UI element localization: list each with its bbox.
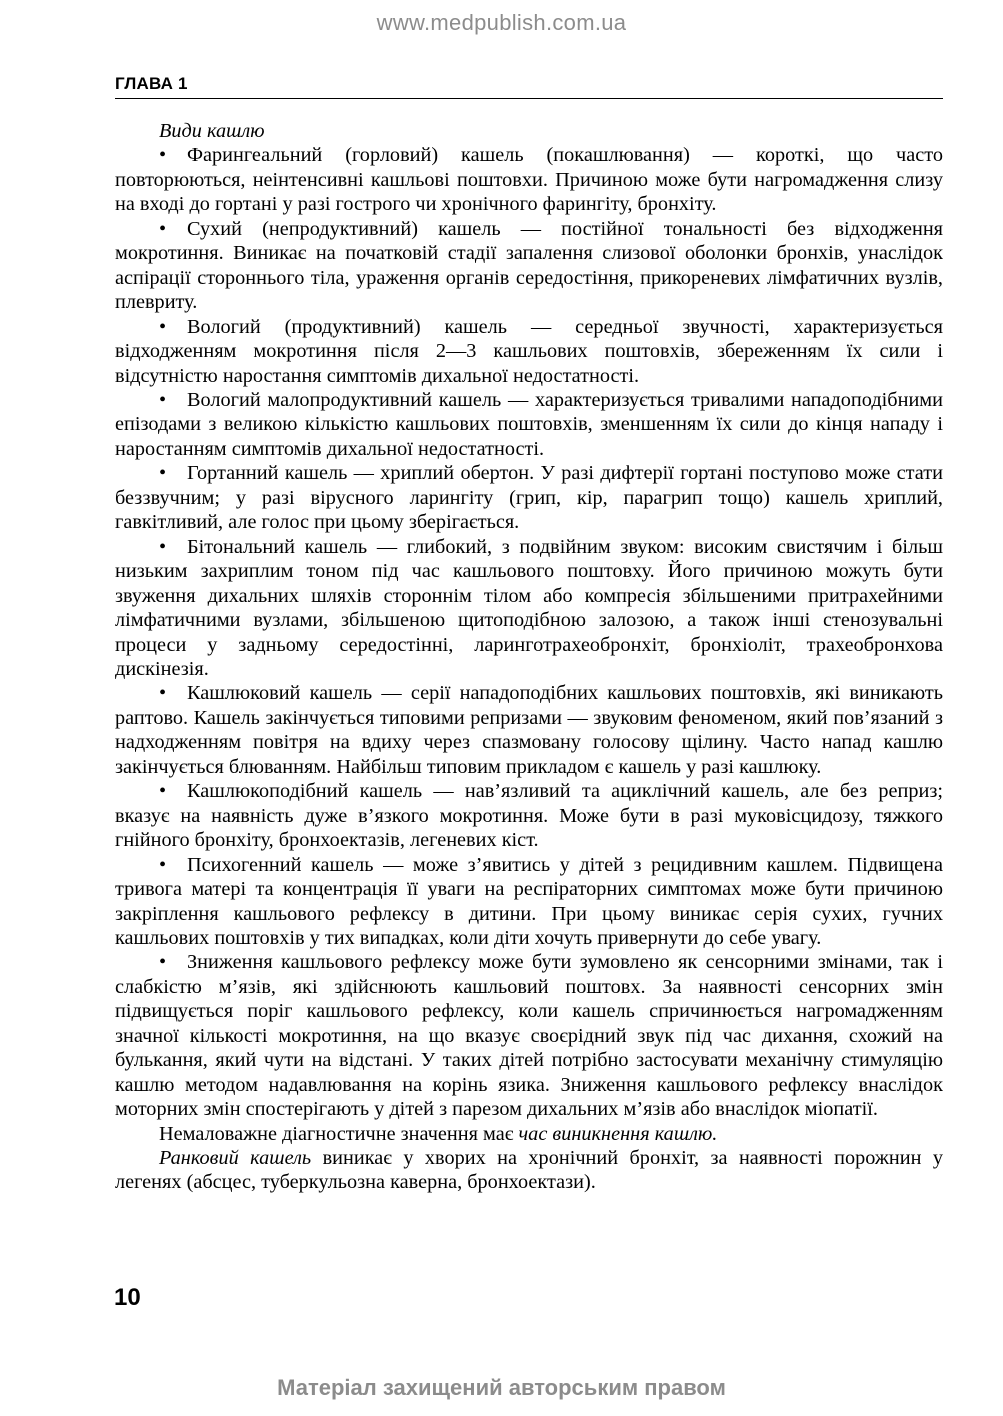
copyright-watermark: Матеріал захищений авторським правом — [277, 1375, 726, 1400]
bullet-icon: • — [159, 217, 167, 240]
list-item — [115, 681, 943, 779]
list-item — [115, 461, 943, 534]
list-item-text: Вологий (продуктивний) кашель — середньої звучності, характеризується відходженням мокротиння після 2—3 кашльових поштовхів, збереженням їх сили і відсутністю наростання симптомів дихальної недостатності. — [115, 315, 943, 387]
list-item — [115, 853, 943, 951]
chapter-header: ГЛАВА 1 — [115, 74, 188, 93]
bullet-icon: • — [159, 315, 167, 338]
list-item-text: Бітональний кашель — глибокий, з подвійним звуком: високим свистячим і більш низьким захриплим тоном під час кашльового поштовху. Його причиною можуть бути звуження дихальних шляхів стороннім тілом або компресія збільшеними притрахейними лімфатичними вузлами, збільшеною щитоподібною залозою, а також інші стенозувальні процеси у задньому середостінні, ларинготрахеобронхіт, бронхіоліт, трахеобронхова дискінезія. — [115, 535, 943, 680]
bullet-icon: • — [159, 780, 167, 803]
list-item — [115, 779, 943, 852]
list-item-text: Зниження кашльового рефлексу може бути зумовлено як сенсорними змінами, так і слабкістю м’язів, які здійснюють кашльовий поштовх. За наявності сенсорних змін підвищується поріг кашльового рефлексу, коли кашель спричинюється нагромадженням значної кількості мокротиння, на що вказує своєрідний звук під час дихання, схожий на булькання, який чути на відстані. У таких дітей потрібно застосувати механічну стимуляцію кашлю методом надавлювання на корінь язика. Зниження кашльового рефлексу внаслідок моторних змін спостерігають у дітей з парезом дихальних м’язів або внаслідок міопатії. — [115, 951, 943, 1121]
watermark-url: www.medpublish.com.ua — [376, 10, 627, 35]
bullet-icon: • — [159, 535, 167, 558]
page-number: 10 — [114, 1284, 141, 1311]
paragraph-diagnostic-italic: час виникнення кашлю. — [518, 1122, 718, 1145]
paragraph-diagnostic-text: Немаловажне діагностичне значення має — [159, 1122, 519, 1145]
bullet-icon: • — [159, 682, 167, 705]
section-heading: Види кашлю — [159, 120, 265, 142]
list-item-text: Кашлюкоподібний кашель — нав’язливий та ациклічний кашель, але без реприз; вказує на наявність дуже в’язкого мокротиння. Може бути в разі муковісцидозу, тяжкого гнійного бронхіту, бронхоектазів, легеневих кіст. — [115, 780, 943, 852]
list-item-text: Вологий малопродуктивний кашель — характеризується тривалими нападоподібними епізодами з великою кількістю кашльових поштовхів, зменшенням їх сили до кінця нападу і наростанням симптомів дихальної недостатності. — [115, 388, 943, 460]
bullet-icon: • — [159, 853, 167, 876]
list-item-text: Сухий (непродуктивний) кашель — постійної тональності без відходження мокротиння. Виникає на початковій стадії запалення слизової оболонки бронхів, унаслідок аспірації стороннього тіла, ураження органів середостіння, прикореневих лімфатичних вузлів, плевриту. — [115, 217, 943, 314]
list-item — [115, 950, 943, 1121]
paragraph-morning — [115, 1146, 943, 1195]
list-item-text: Фарингеальний (горловий) кашель (покашлювання) — короткі, що часто повторюються, неінтенсивні кашльові поштовхи. Причиною може бути нагромадження слизу на вході до гортані у разі гострого чи хронічного фарингіту, бронхіту. — [115, 144, 943, 216]
list-item — [115, 217, 943, 315]
paragraph-morning-italic: Ранковий кашель — [159, 1147, 312, 1170]
list-item — [115, 388, 943, 461]
list-item-text: Кашлюковий кашель — серії нападоподібних кашльових поштовхів, які виникають раптово. Кашель закінчується типовими репризами — звуковим феноменом, який пов’язаний з надходженням повітря на вдиху через спазмовану голосову щілину. Часто напад кашлю закінчується блюванням. Найбільш типовим прикладом є кашель у разі кашлюку. — [115, 682, 943, 778]
list-item — [115, 315, 943, 388]
header-rule — [115, 98, 943, 99]
list-item — [115, 535, 943, 682]
bullet-icon: • — [159, 144, 167, 167]
paragraph-morning-text: виникає у хворих на хронічний бронхіт, за наявності порожнин у легенях (абсцес, туберкульозна каверна, бронхоектази). — [115, 1147, 943, 1194]
list-item-text: Гортанний кашель — хриплий обертон. У разі дифтерії гортані поступово може стати беззвучним; у разі вірусного ларингіту (грип, кір, парагрип тощо) кашель хриплий, гавкітливий, але голос при цьому зберігається. — [115, 462, 943, 534]
paragraph-diagnostic — [115, 1122, 943, 1146]
bullet-icon: • — [159, 462, 167, 485]
list-item-text: Психогенний кашель — може з’явитись у дітей з рецидивним кашлем. Підвищена тривога матері та концентрація її уваги на респіраторних симптомах може бути причиною закріплення кашльового рефлексу в дитини. При цьому виникає серія сухих, гучних кашльових поштовхів у тих випадках, коли діти хочуть привернути до себе увагу. — [115, 853, 943, 949]
body-text — [115, 119, 943, 1195]
bullet-icon: • — [159, 951, 167, 974]
bullet-icon: • — [159, 388, 167, 411]
list-item — [115, 143, 943, 216]
